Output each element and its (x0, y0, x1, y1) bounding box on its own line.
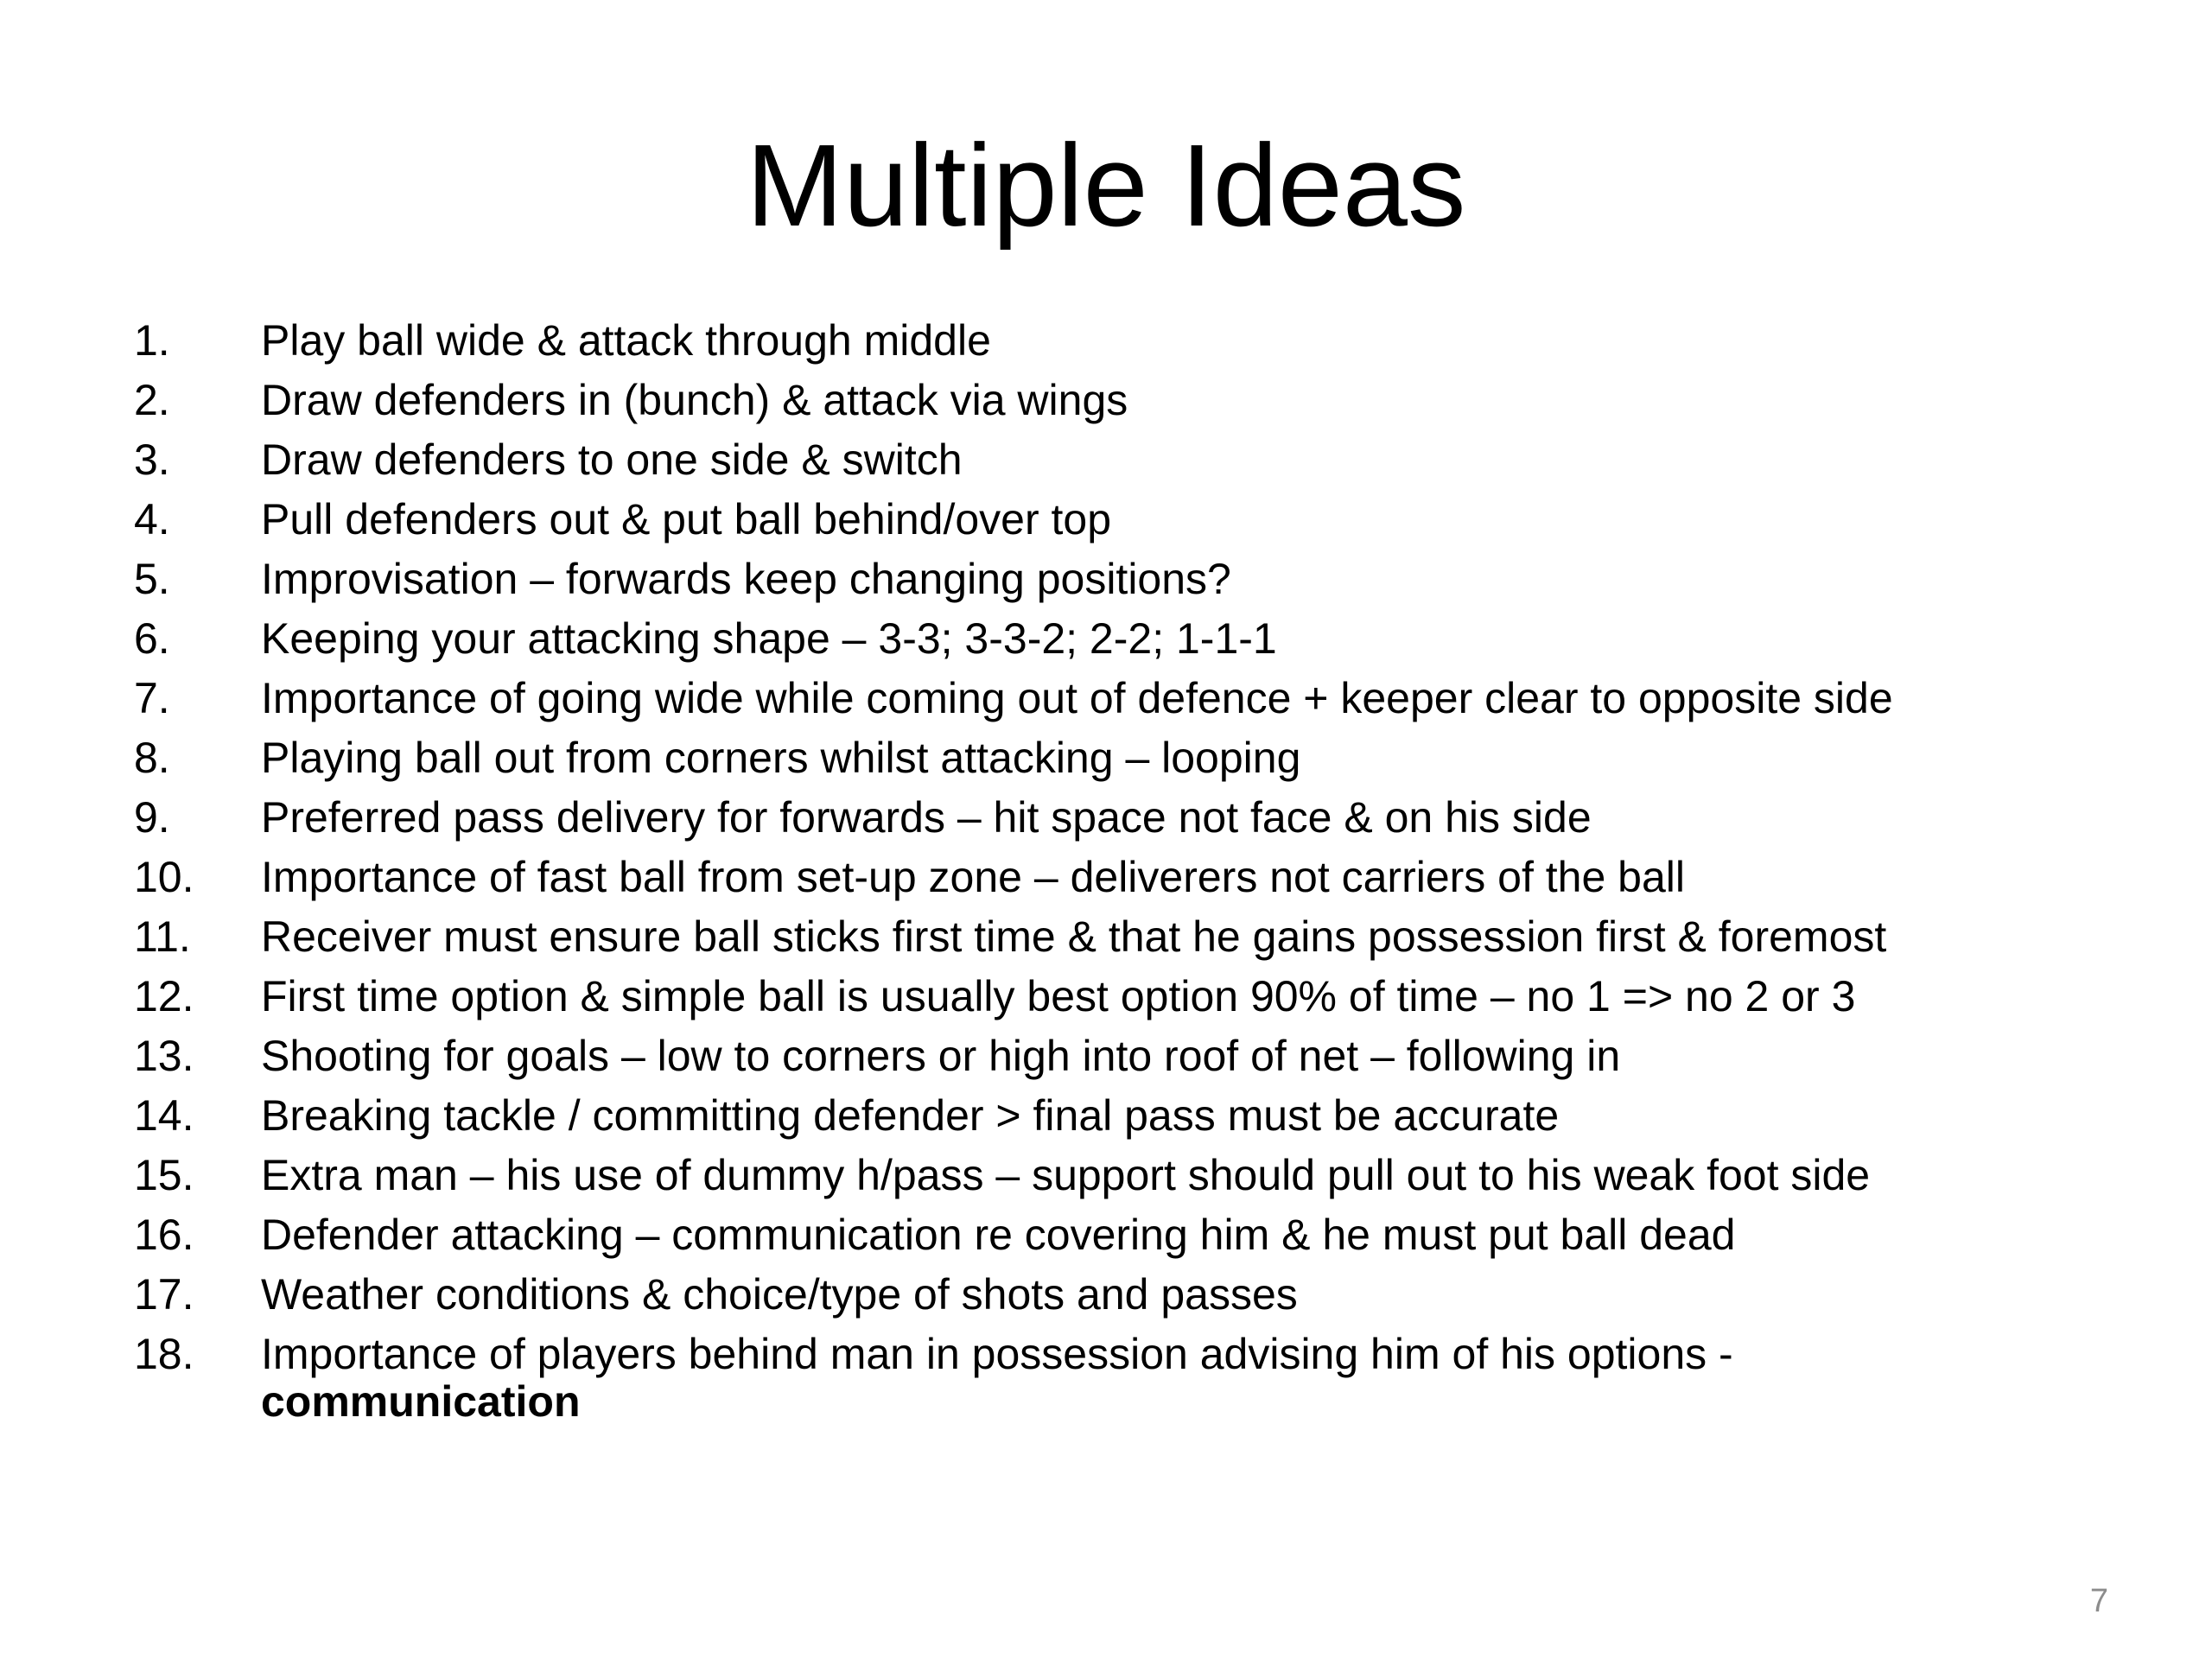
list-item (134, 550, 2121, 609)
list-item-number: 5. (134, 555, 170, 603)
list-item-text: Playing ball out from corners whilst attacking – looping (261, 734, 1301, 782)
list-item-number: 4. (134, 495, 170, 543)
list-item (134, 371, 2121, 430)
list-item-text: Pull defenders out & put ball behind/over top (261, 495, 1112, 543)
list-item (134, 848, 2121, 907)
list-item (134, 669, 2121, 728)
list-item-number: 3. (134, 435, 170, 484)
list-item-text: Extra man – his use of dummy h/pass – support should pull out to his weak foot side (261, 1151, 1871, 1199)
list-item-number: 1. (134, 316, 170, 365)
slide-title: Multiple Ideas (746, 120, 1466, 251)
list-item (134, 728, 2121, 788)
page-number: 7 (2089, 1583, 2108, 1619)
list-item-text: Preferred pass delivery for forwards – hit space not face & on his side (261, 793, 1592, 842)
list-item-number: 14. (134, 1091, 194, 1140)
list-item-text-wrap (261, 1325, 2121, 1426)
list-item (134, 1146, 2121, 1205)
list-item-text: Play ball wide & attack through middle (261, 316, 991, 365)
list-item-number: 17. (134, 1270, 194, 1319)
list-item-text: Importance of players behind man in possession advising him of his options - (261, 1330, 1733, 1378)
list-item-bold-text: communication (261, 1377, 581, 1426)
list-item (134, 788, 2121, 848)
list-item-text: Receiver must ensure ball sticks first time & that he gains possession first & foremost (261, 912, 1887, 961)
list-item-number: 2. (134, 376, 170, 424)
list-item-text: First time option & simple ball is usually best option 90% of time – no 1 => no 2 or 3 (261, 972, 1856, 1020)
list-item-text: Keeping your attacking shape – 3-3; 3-3-2; 2-2; 1-1-1 (261, 614, 1277, 663)
list-item (134, 1027, 2121, 1086)
list-item (134, 430, 2121, 490)
list-item (134, 907, 2121, 967)
list-item-text: Breaking tackle / committing defender > final pass must be accurate (261, 1091, 1560, 1140)
list-item-text: Shooting for goals – low to corners or high into roof of net – following in (261, 1032, 1621, 1080)
list-item (134, 609, 2121, 669)
list-item-number: 12. (134, 972, 194, 1020)
list-item-number: 13. (134, 1032, 194, 1080)
list-item-text: Draw defenders in (bunch) & attack via wings (261, 376, 1128, 424)
list-item-number: 7. (134, 674, 170, 722)
list-item-text: Draw defenders to one side & switch (261, 435, 963, 484)
list-item-number: 8. (134, 734, 170, 782)
list-item (134, 967, 2121, 1027)
list-item (134, 1205, 2121, 1265)
list-item-number: 15. (134, 1151, 194, 1199)
list-item (134, 1086, 2121, 1146)
list-item (134, 311, 2121, 371)
list-item-text: Importance of going wide while coming out of defence + keeper clear to opposite side (261, 674, 1893, 722)
list-item-number: 11. (134, 912, 191, 961)
list-item-number: 18. (134, 1330, 194, 1378)
list-item-number: 6. (134, 614, 170, 663)
list-item-text: Improvisation – forwards keep changing positions? (261, 555, 1231, 603)
list-item-number: 16. (134, 1211, 194, 1259)
ideas-list (134, 311, 2121, 1426)
list-item-text: Defender attacking – communication re covering him & he must put ball dead (261, 1211, 1736, 1259)
list-item-number: 9. (134, 793, 170, 842)
list-item-text: Weather conditions & choice/type of shots and passes (261, 1270, 1298, 1319)
list-item (134, 1325, 2121, 1426)
list-item (134, 1265, 2121, 1325)
list-item-text: Importance of fast ball from set-up zone – deliverers not carriers of the ball (261, 853, 1685, 901)
list-item (134, 490, 2121, 550)
list-item-number: 10. (134, 853, 194, 901)
